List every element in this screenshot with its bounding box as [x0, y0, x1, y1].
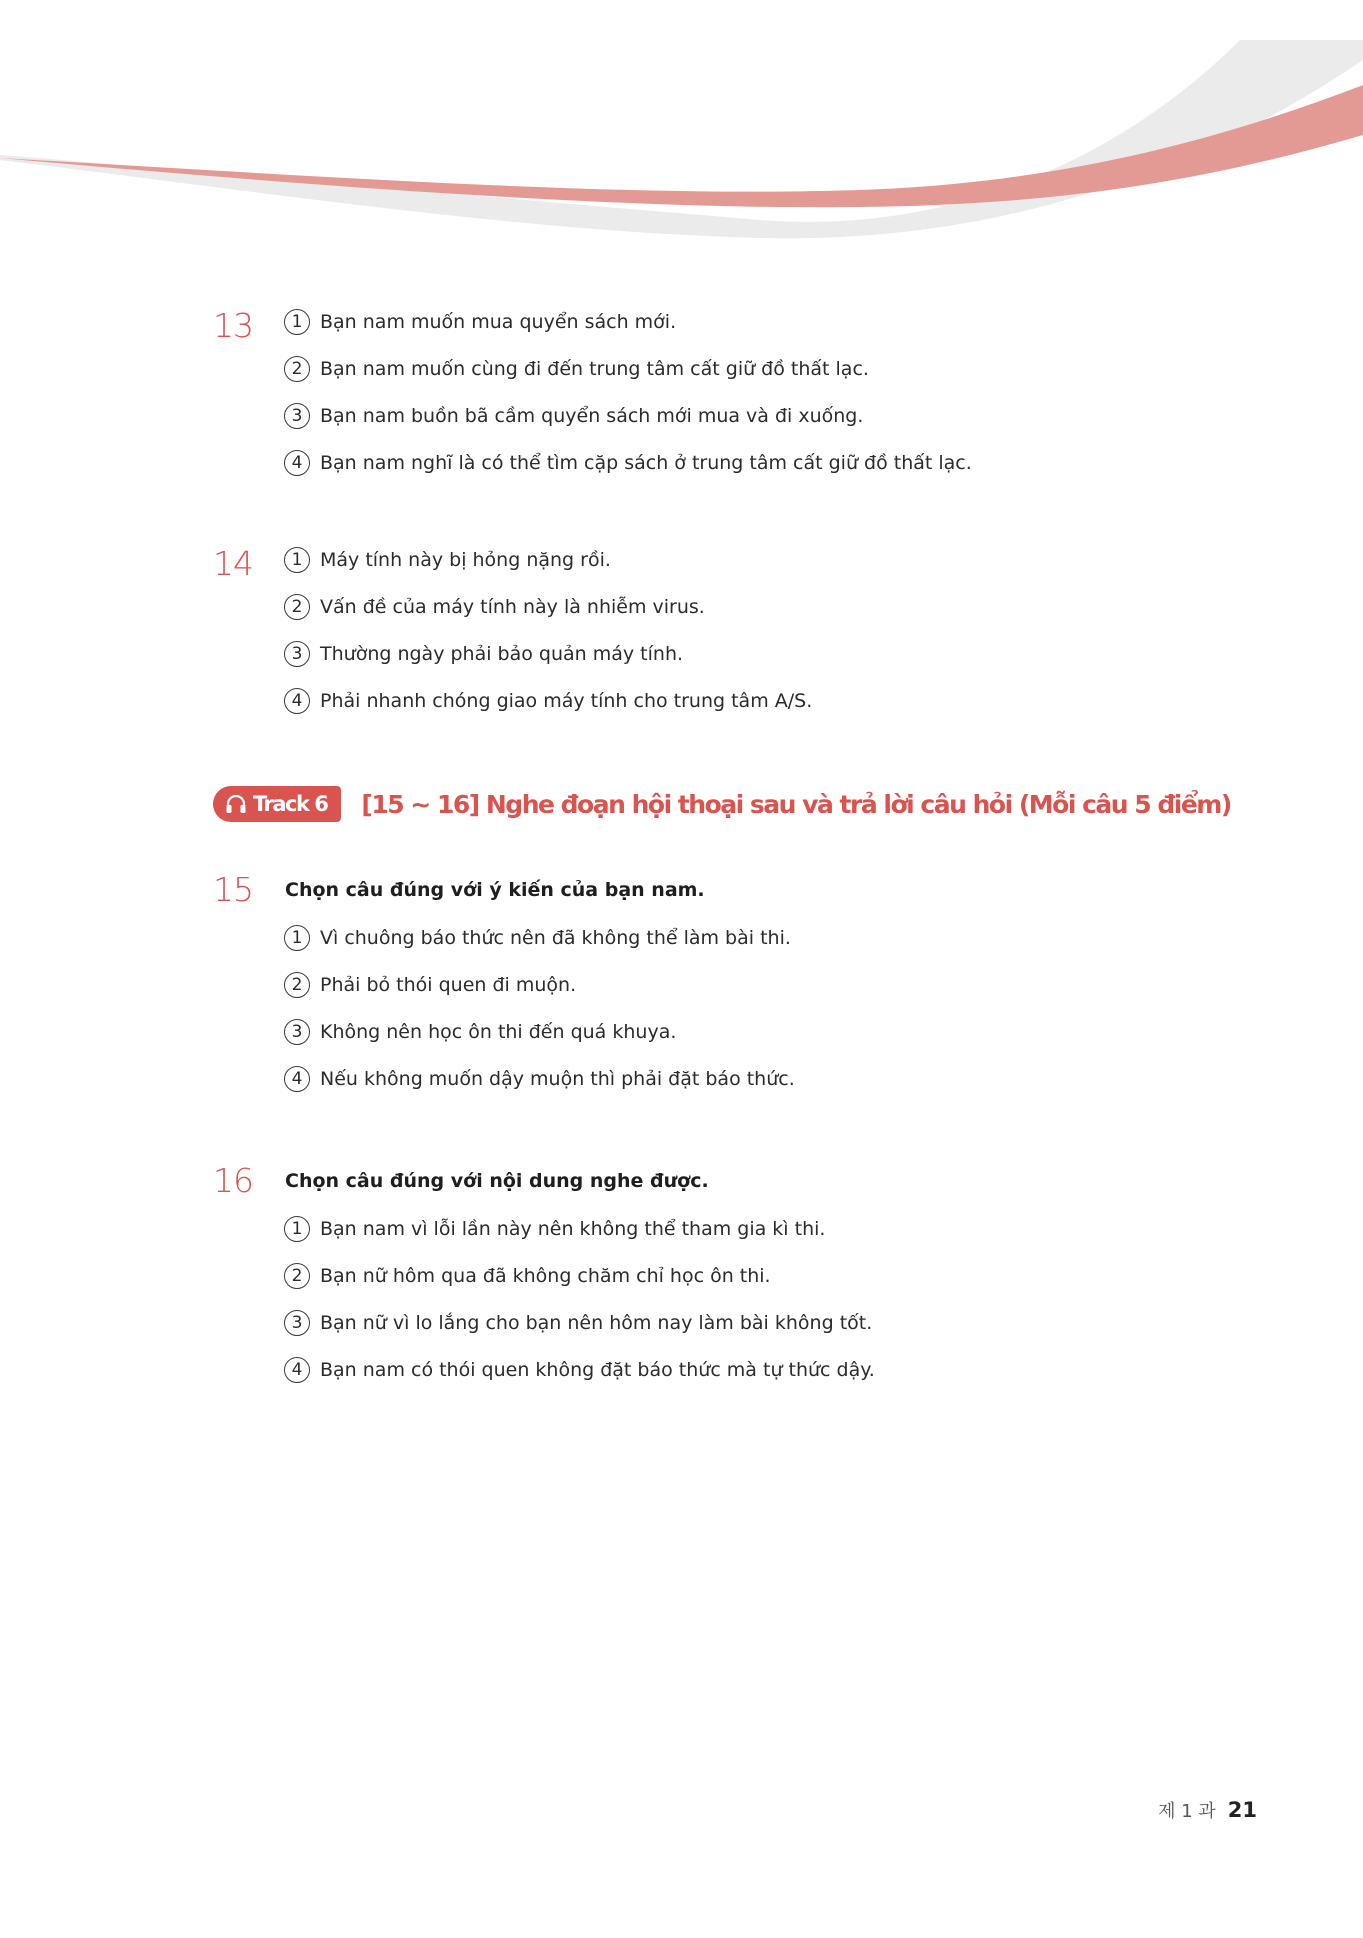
chapter-label: 제 1 과: [1158, 1801, 1216, 1822]
option-number-circle: 4: [284, 450, 310, 476]
option-text: Máy tính này bị hỏng nặng rồi.: [320, 549, 611, 571]
option-number-circle: 1: [284, 1216, 310, 1242]
option-text: Bạn nam vì lỗi lần này nên không thể tham gia kì thi.: [320, 1218, 826, 1240]
option-text: Bạn nam có thói quen không đặt báo thức mà tự thức dậy.: [320, 1359, 875, 1381]
option-number-circle: 1: [284, 925, 310, 951]
option-text: Bạn nữ hôm qua đã không chăm chỉ học ôn thi.: [320, 1265, 771, 1287]
option-text: Bạn nam buồn bã cầm quyển sách mới mua và đi xuống.: [320, 405, 864, 427]
option-3[interactable]: [284, 400, 863, 432]
option-number-circle: 4: [284, 688, 310, 714]
option-1[interactable]: [284, 1213, 825, 1245]
option-number-circle: 3: [284, 1310, 310, 1336]
option-text: Bạn nữ vì lo lắng cho bạn nên hôm nay làm bài không tốt.: [320, 1312, 873, 1334]
question-prompt: Chọn câu đúng với ý kiến của bạn nam.: [285, 879, 705, 901]
option-text: Vấn đề của máy tính này là nhiễm virus.: [320, 596, 705, 618]
header-wave-decoration: [0, 0, 1363, 260]
option-number-circle: 2: [284, 1263, 310, 1289]
option-text: Bạn nam nghĩ là có thể tìm cặp sách ở trung tâm cất giữ đồ thất lạc.: [320, 452, 972, 474]
option-2[interactable]: [284, 1260, 771, 1292]
option-2[interactable]: [284, 353, 869, 385]
option-number-circle: 4: [284, 1066, 310, 1092]
option-text: Bạn nam muốn cùng đi đến trung tâm cất giữ đồ thất lạc.: [320, 358, 869, 380]
option-1[interactable]: [284, 922, 791, 954]
section-title: [15 ~ 16] Nghe đoạn hội thoại sau và trả lời câu hỏi (Mỗi câu 5 điểm): [361, 789, 1231, 819]
question-prompt: Chọn câu đúng với nội dung nghe được.: [285, 1170, 709, 1192]
option-4[interactable]: [284, 1063, 795, 1095]
option-3[interactable]: [284, 638, 683, 670]
option-number-circle: 3: [284, 403, 310, 429]
option-3[interactable]: [284, 1016, 676, 1048]
question-number: 15: [213, 870, 253, 909]
option-text: Phải nhanh chóng giao máy tính cho trung tâm A/S.: [320, 690, 813, 712]
headphones-icon: [225, 793, 247, 815]
option-4[interactable]: [284, 1354, 875, 1386]
option-3[interactable]: [284, 1307, 872, 1339]
option-number-circle: 3: [284, 641, 310, 667]
option-number-circle: 2: [284, 594, 310, 620]
option-number-circle: 2: [284, 972, 310, 998]
option-4[interactable]: [284, 447, 972, 479]
option-text: Nếu không muốn dậy muộn thì phải đặt báo thức.: [320, 1068, 795, 1090]
track-badge[interactable]: [213, 786, 341, 822]
page-footer: [1158, 1797, 1257, 1823]
option-text: Không nên học ôn thi đến quá khuya.: [320, 1021, 677, 1043]
option-text: Thường ngày phải bảo quản máy tính.: [320, 643, 684, 665]
option-number-circle: 3: [284, 1019, 310, 1045]
option-text: Vì chuông báo thức nên đã không thể làm bài thi.: [320, 927, 791, 949]
page-number: 21: [1227, 1798, 1257, 1822]
section-heading: [213, 784, 1231, 824]
option-number-circle: 1: [284, 547, 310, 573]
option-text: Phải bỏ thói quen đi muộn.: [320, 974, 577, 996]
option-text: Bạn nam muốn mua quyển sách mới.: [320, 311, 677, 333]
option-number-circle: 4: [284, 1357, 310, 1383]
question-number: 14: [213, 544, 253, 583]
option-1[interactable]: [284, 544, 611, 576]
option-4[interactable]: [284, 685, 812, 717]
question-number: 16: [213, 1161, 253, 1200]
option-1[interactable]: [284, 306, 676, 338]
option-2[interactable]: [284, 591, 705, 623]
option-number-circle: 1: [284, 309, 310, 335]
option-number-circle: 2: [284, 356, 310, 382]
track-label: Track 6: [253, 792, 328, 816]
option-2[interactable]: [284, 969, 576, 1001]
question-number: 13: [213, 306, 253, 345]
